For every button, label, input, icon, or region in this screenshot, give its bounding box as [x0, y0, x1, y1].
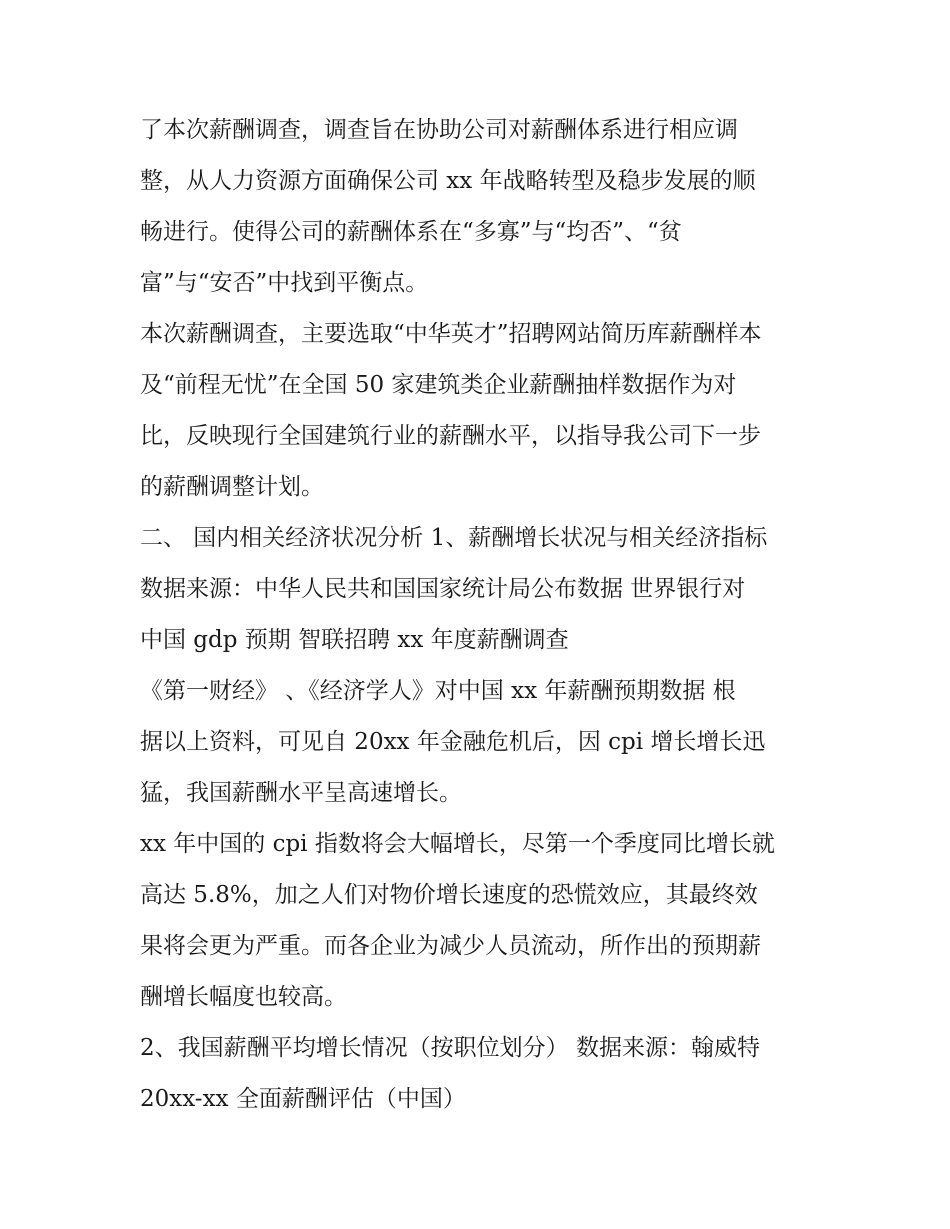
text-line: 果将会更为严重。而各企业为减少人员流动，所作出的预期薪	[140, 933, 761, 959]
text-line: 2、我国薪酬平均增长情况（按职位划分） 数据来源：翰威特	[140, 1035, 760, 1061]
text-line: 畅进行。使得公司的薪酬体系在“多寡”与“均否”、“贫	[140, 219, 682, 245]
text-line: 了本次薪酬调查，调查旨在协助公司对薪酬体系进行相应调	[140, 117, 738, 143]
text-line: 高达 5.8%，加之人们对物价增长速度的恐慌效应，其最终效	[140, 882, 758, 908]
text-line: 整，从人力资源方面确保公司 xx 年战略转型及稳步发展的顺	[140, 168, 756, 194]
text-line: 及“前程无忧”在全国 50 家建筑类企业薪酬抽样数据作为对	[140, 372, 737, 398]
text-line: 数据来源：中华人民共和国国家统计局公布数据 世界银行对	[140, 576, 746, 602]
text-line: 20xx-xx 全面薪酬评估（中国）	[140, 1086, 466, 1112]
text-line: 富”与“安否”中找到平衡点。	[140, 270, 429, 296]
text-line: 二、 国内相关经济状况分析 1、薪酬增长状况与相关经济指标	[140, 525, 768, 551]
text-line: 比，反映现行全国建筑行业的薪酬水平，以指导我公司下一步	[140, 423, 761, 449]
text-line: xx 年中国的 cpi 指数将会大幅增长，尽第一个季度同比增长就	[140, 831, 775, 857]
document-body	[140, 105, 830, 1125]
text-line: 据以上资料，可见自 20xx 年金融危机后，因 cpi 增长增长迅	[140, 729, 766, 755]
text-line: 的薪酬调整计划。	[140, 474, 324, 500]
text-line: 酬增长幅度也较高。	[140, 984, 347, 1010]
text-line: 中国 gdp 预期 智联招聘 xx 年度薪酬调查	[140, 627, 569, 653]
text-line: 《第一财经》 、《经济学人》对中国 xx 年薪酬预期数据 根	[140, 678, 736, 704]
text-line: 本次薪酬调查，主要选取“中华英才”招聘网站简历库薪酬样本	[140, 321, 762, 347]
text-line: 猛，我国薪酬水平呈高速增长。	[140, 780, 462, 806]
